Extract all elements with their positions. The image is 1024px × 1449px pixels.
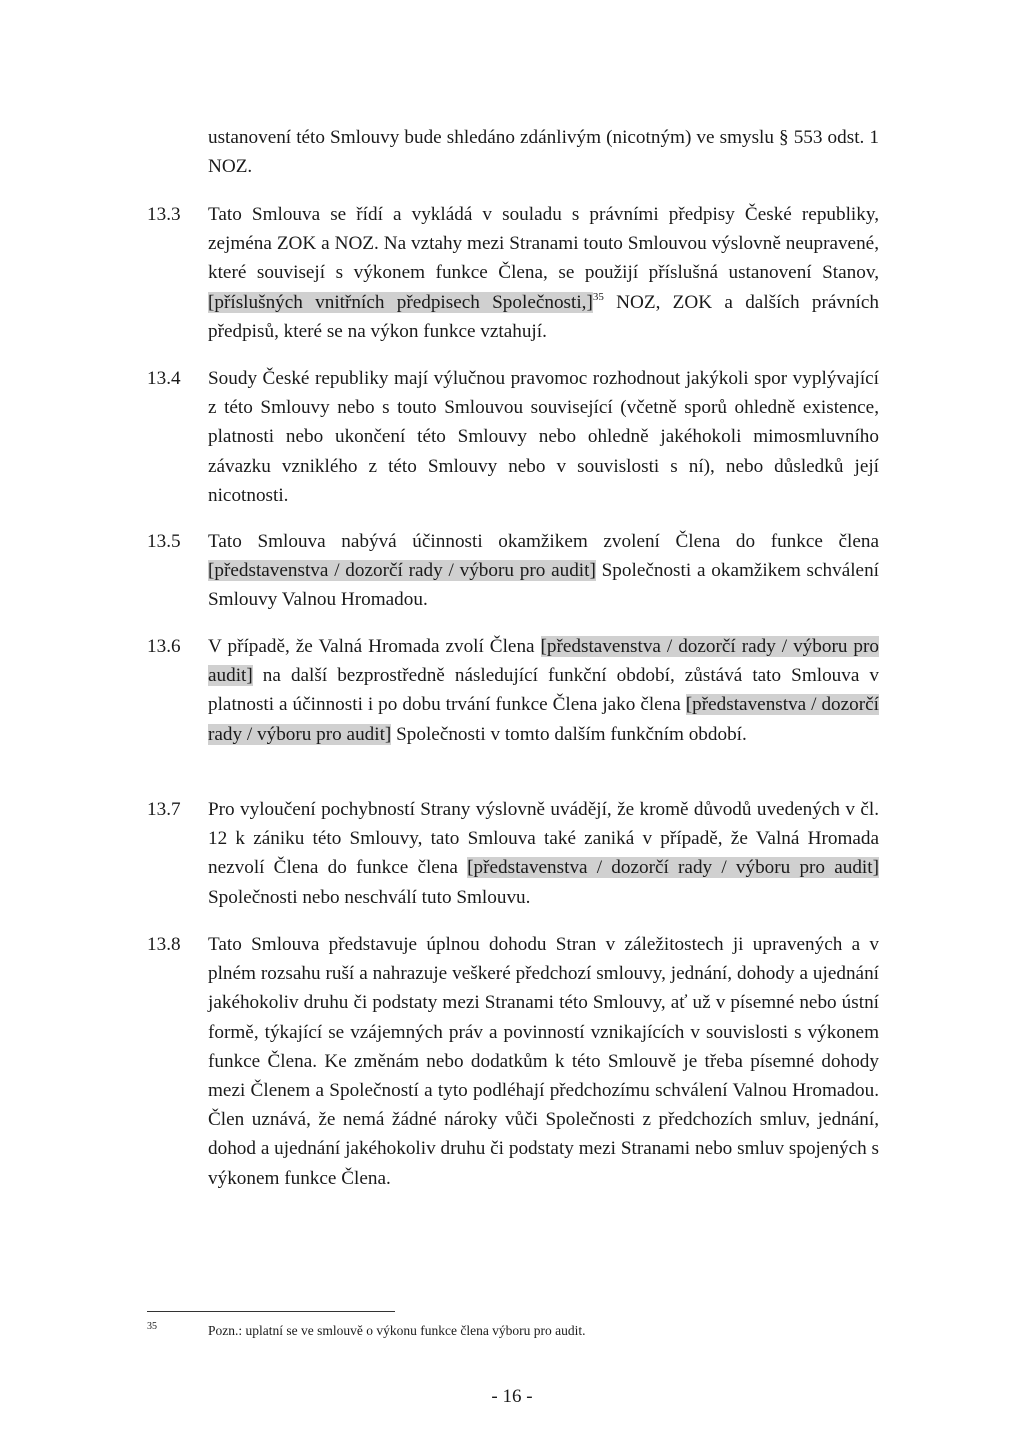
- section-text: [208, 632, 879, 749]
- highlighted-placeholder: [představenstva / dozorčí rady / výboru pro audit]: [467, 857, 879, 879]
- footnote-reference: 35: [592, 290, 604, 303]
- page-number: - 16 -: [491, 1386, 533, 1407]
- text-run: NOZ, ZOK a dalších právních předpisů, které se na výkon funkce vztahují.: [208, 291, 879, 342]
- section-number: 13.5: [147, 531, 181, 552]
- section-number: 13.8: [147, 934, 181, 955]
- footnote-number: 35: [147, 1321, 157, 1332]
- section-number: 13.6: [147, 636, 181, 657]
- section-number: 13.7: [147, 799, 181, 820]
- text-run: Společnosti nebo neschválí tuto Smlouvu.: [208, 886, 531, 908]
- footnote-text: Pozn.: uplatní se ve smlouvě o výkonu funkce člena výboru pro audit.: [208, 1323, 586, 1338]
- intro-text: ustanovení této Smlouvy bude shledáno zdánlivým (nicotným) ve smyslu § 553 odst. 1 NOZ.: [208, 127, 879, 178]
- section-13-8: [147, 930, 879, 1193]
- text-run: V případě, že Valná Hromada zvolí Člena: [208, 636, 541, 657]
- section-text: [208, 200, 879, 346]
- section-13-6: [147, 632, 879, 749]
- section-13-7: [147, 795, 879, 912]
- section-text: [208, 795, 879, 912]
- section-number: 13.4: [147, 368, 181, 389]
- highlighted-placeholder: [příslušných vnitřních předpisech Společnosti,]: [208, 291, 593, 313]
- text-run: Pro vyloučení pochybností Strany výslovně uvádějí, že kromě důvodů uvedených v čl. 12 k zániku této Smlouvy, tato Smlouva také zaniká v případě, že Valná Hromada nezvolí Člena do funkce člena: [208, 799, 879, 879]
- highlighted-placeholder: [představenstva / dozorčí rady / výboru pro audit]: [208, 560, 596, 582]
- text-run: Společnosti a okamžikem schválení Smlouvy Valnou Hromadou.: [208, 560, 880, 611]
- section-text: Soudy České republiky mají výlučnou pravomoc rozhodnout jakýkoli spor vyplývající z této Smlouvy nebo s touto Smlouvou související (včetně sporů ohledně existence, platnosti nebo ukončení této Smlouvy nebo ohledně jakéhokoli mimosmluvního závazku vzniklého z této Smlouvy nebo v souvislosti s ní), nebo důsledků její nicotnosti.: [208, 368, 879, 506]
- highlighted-placeholder: [představenstva / dozorčí rady / výboru pro audit]: [208, 636, 879, 687]
- section-13-4: [147, 364, 879, 510]
- text-run: na další bezprostředně následující funkční období, zůstává tato Smlouva v platnosti a účinnosti i po dobu trvání funkce Člena jako člena: [208, 665, 879, 716]
- section-text: Tato Smlouva představuje úplnou dohodu Stran v záležitostech ji upravených a v plném rozsahu ruší a nahrazuje veškeré předchozí smlouvy, jednání, dohody a ujednání jakéhokoliv druhu či podstaty mezi Stranami této Smlouvy, ať už v písemné nebo ústní formě, týkající se vzájemných práv a povinností vznikajících v souvislosti s výkonem funkce Člena. Ke změnám nebo dodatkům k této Smlouvě je třeba písemné dohody mezi Členem a Společností a tyto podléhají předchozímu schválení Valnou Hromadou. Člen uznává, že nemá žádné nároky vůči Společnosti z předchozích smluv, jednání, dohod a ujednání jakéhokoliv druhu či podstaty mezi Stranami nebo smluv spojených s výkonem funkce Člena.: [208, 934, 879, 1189]
- intro-paragraph: [147, 123, 879, 181]
- section-13-3: [147, 200, 879, 346]
- section-text: [208, 527, 879, 615]
- text-run: Tato Smlouva nabývá účinnosti okamžikem zvolení Člena do funkce člena: [208, 531, 879, 552]
- text-run: Společnosti v tomto dalším funkčním období.: [391, 723, 747, 745]
- section-13-5: [147, 527, 879, 615]
- text-run: Tato Smlouva se řídí a vykládá v souladu s právními předpisy České republiky, zejména ZOK a NOZ. Na vztahy mezi Stranami touto Smlouvou výslovně neupravené, které souvisejí s výkonem funkce Člena, se použijí příslušná ustanovení Stanov,: [208, 204, 879, 284]
- highlighted-placeholder: [představenstva / dozorčí rady / výboru pro audit]: [208, 694, 880, 745]
- footnote-separator: [147, 1311, 395, 1312]
- section-number: 13.3: [147, 204, 181, 225]
